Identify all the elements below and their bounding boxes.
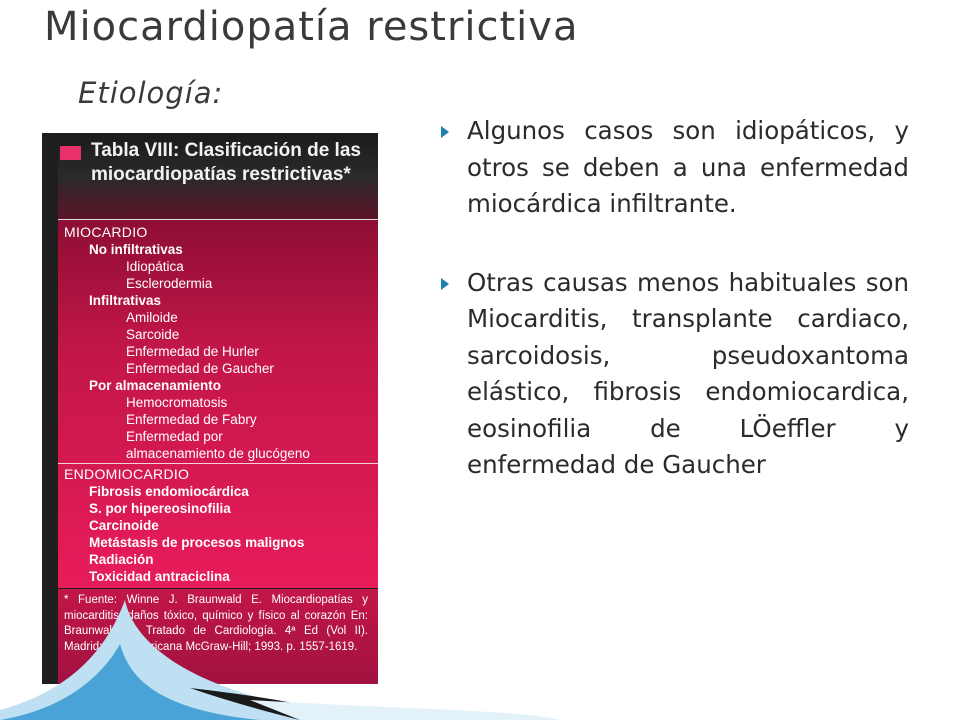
- table-entry: Esclerodermia: [126, 276, 213, 291]
- table-entry: Enfermedad de Fabry: [126, 412, 257, 427]
- bullet-item: [437, 113, 909, 223]
- table-category: Toxicidad antraciclina: [89, 569, 230, 584]
- arrow-bullet-icon: [441, 278, 449, 290]
- table-title: Tabla VIII: Clasificación de las miocardiopatías restrictivas*: [91, 140, 361, 185]
- table-entry: Idiopática: [126, 259, 184, 274]
- bullet-text: Otras causas menos habituales son Miocarditis, transplante cardiaco, sarcoidosis, pseudoxantoma elástico, fibrosis endomiocardica, eosinofilia de LÖeffler y enfermedad de Gaucher: [467, 267, 909, 479]
- slide-title: Miocardiopatía restrictiva: [44, 4, 579, 50]
- table-header: [58, 135, 378, 220]
- table-category: Metástasis de procesos malignos: [89, 535, 305, 550]
- bullet-list: [437, 113, 909, 526]
- table-entry: Enfermedad de Hurler: [126, 344, 259, 359]
- table-entry: Amiloide: [126, 310, 178, 325]
- table-category: Carcinoide: [89, 518, 159, 533]
- bullet-item: [437, 265, 909, 484]
- table-body: [58, 220, 378, 588]
- table-category: Fibrosis endomiocárdica: [89, 484, 249, 499]
- table-header-marker: [60, 146, 81, 160]
- table-entry: Sarcoide: [126, 327, 180, 342]
- table-section-divider: [58, 463, 378, 464]
- slide-subtitle: Etiología:: [78, 76, 224, 110]
- table-section-heading: MIOCARDIO: [64, 224, 148, 240]
- bullet-text: Algunos casos son idiopáticos, y otros se deben a una enfermedad miocárdica infiltrante.: [467, 116, 909, 218]
- table-section-heading: ENDOMIOCARDIO: [64, 466, 190, 482]
- arrow-bullet-icon: [441, 126, 449, 138]
- table-entry: Enfermedad de Gaucher: [126, 361, 274, 376]
- table-category: Radiación: [89, 552, 154, 567]
- table-entry: Hemocromatosis: [126, 395, 228, 410]
- table-category: Infiltrativas: [89, 293, 162, 308]
- table-category: Por almacenamiento: [89, 378, 222, 393]
- table-category: No infiltrativas: [89, 242, 183, 257]
- table-entry: Enfermedad por: [126, 429, 223, 444]
- table-entry: almacenamiento de glucógeno: [126, 446, 310, 461]
- decorative-waves: [0, 560, 960, 720]
- table-footnote: * Fuente: Winne J. Braunwald E. Miocardiopatías y miocarditis: daños tóxico, químico y físico al corazón En: Braunwald E. Tratado de Cardiología. 4ª Ed (Vol II). Madrid: Interamericana McGraw-Hill; 1993. p. 1557-1619.: [64, 594, 368, 653]
- wave-pale: [250, 700, 560, 720]
- table-category: S. por hipereosinofilia: [89, 501, 231, 516]
